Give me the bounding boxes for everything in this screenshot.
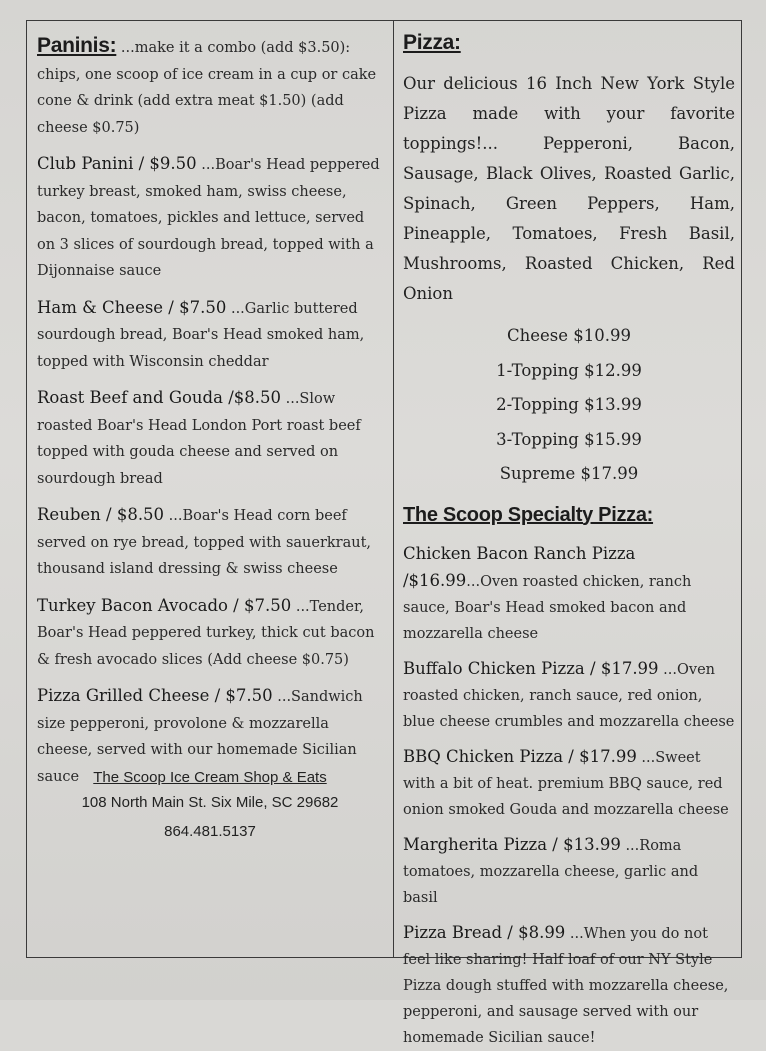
pizza-heading: Pizza:	[403, 31, 461, 54]
item-desc: ...Roma tomatoes, mozzarella cheese, garlic and basil	[403, 837, 699, 906]
menu-item-turkey-bacon-avocado	[37, 593, 385, 674]
item-desc: ...Slow roasted Boar's Head London Port roast beef topped with gouda cheese and served on sourdough bread	[37, 391, 361, 487]
pizza-column	[394, 21, 741, 1046]
item-desc: ...Tender, Boar's Head peppered turkey, thick cut bacon & fresh avocado slices (Add cheese $0.75)	[37, 598, 375, 668]
pizza-intro-a: Our delicious	[403, 74, 527, 93]
paninis-intro-text: ...make it a combo (add $3.50): chips, one scoop of ice cream in a cup or cake cone & drink (add extra meat $1.50) (add cheese $0.75)	[37, 40, 377, 136]
price-1-topping: 1-Topping $12.99	[496, 360, 642, 380]
item-desc: ...When you do not feel like sharing! Half loaf of our NY Style Pizza dough stuffed with mozzarella cheese, pepperoni, and sausage served with our homemade Sicilian sauce!	[403, 925, 729, 1046]
shop-address: 108 North Main St. Six Mile, SC 29682	[81, 794, 339, 811]
menu-item-bbq-chicken	[403, 744, 735, 823]
item-desc: ...Garlic buttered sourdough bread, Boar's Head smoked ham, topped with Wisconsin cheddar	[37, 300, 365, 370]
price-3-topping: 3-Topping $15.99	[496, 429, 642, 449]
pizza-intro	[403, 69, 735, 309]
item-desc: ...Boar's Head peppered turkey breast, smoked ham, swiss cheese, bacon, tomatoes, pickles and lettuce, served on 3 slices of sourdough bread, topped with a Dijonnaise sauce	[37, 157, 380, 279]
menu-item-margherita	[403, 832, 735, 911]
paninis-column	[27, 21, 394, 957]
item-desc: ...Sweet with a bit of heat. premium BBQ sauce, red onion smoked Gouda and mozzarella cheese	[403, 749, 729, 818]
paninis-heading: Paninis:	[37, 34, 117, 57]
menu-item-club-panini	[37, 151, 385, 285]
item-name: Roast Beef and Gouda /$8.50	[37, 388, 281, 407]
menu-item-buffalo-chicken	[403, 656, 735, 735]
item-name: Pizza Bread / $8.99	[403, 922, 566, 942]
price-supreme: Supreme $17.99	[499, 464, 639, 483]
item-name: Club Panini / $9.50	[37, 154, 197, 173]
pizza-price-list	[403, 319, 735, 492]
shop-phone: 864.481.5137	[164, 823, 256, 840]
item-name: Turkey Bacon Avocado / $7.50	[37, 595, 292, 615]
pizza-intro-size: 16 Inch New York Style Pizza	[403, 74, 735, 123]
specialty-heading: The Scoop Specialty Pizza:	[403, 503, 654, 526]
item-desc: ...Oven roasted chicken, ranch sauce, red onion, blue cheese crumbles and mozzarella cheese	[403, 661, 735, 730]
pizza-intro-toppings: made with your favorite toppings!... Pepperoni, Bacon, Sausage, Black Olives, Roasted Garlic, Spinach, Green Peppers, Ham, Pineapple, Tomatoes, Fresh Basil, Mushrooms, Roasted Chicken, Red Onion	[403, 104, 735, 303]
paninis-intro	[37, 33, 385, 141]
item-name: Buffalo Chicken Pizza / $17.99	[403, 658, 659, 678]
shop-info	[27, 765, 393, 844]
price-cheese: Cheese $10.99	[507, 326, 631, 345]
menu-item-chicken-bacon-ranch	[403, 541, 735, 647]
item-name: Pizza Grilled Cheese / $7.50	[37, 686, 273, 705]
menu-item-reuben	[37, 502, 385, 583]
shop-name: The Scoop Ice Cream Shop & Eats	[93, 769, 327, 786]
menu-item-pizza-bread	[403, 920, 735, 1051]
price-2-topping: 2-Topping $13.99	[496, 395, 642, 414]
item-desc: ...Sandwich size pepperoni, provolone & mozzarella cheese, served with our homemade Sicilian sauce	[37, 689, 363, 785]
item-name: Reuben / $8.50	[37, 505, 165, 524]
item-name: Ham & Cheese / $7.50	[37, 297, 227, 317]
menu-sheet	[26, 20, 742, 1046]
item-desc: ...Oven roasted chicken, ranch sauce, Boar's Head smoked bacon and mozzarella cheese	[403, 573, 692, 642]
item-name: Chicken Bacon Ranch Pizza /$16.99	[403, 543, 636, 590]
item-name: Margherita Pizza / $13.99	[403, 834, 621, 854]
menu-item-roast-beef-gouda	[37, 385, 385, 492]
menu-item-ham-cheese	[37, 295, 385, 376]
item-name: BBQ Chicken Pizza / $17.99	[403, 746, 637, 766]
item-desc: ...Boar's Head corn beef served on rye bread, topped with sauerkraut, thousand island dressing & swiss cheese	[37, 508, 372, 577]
